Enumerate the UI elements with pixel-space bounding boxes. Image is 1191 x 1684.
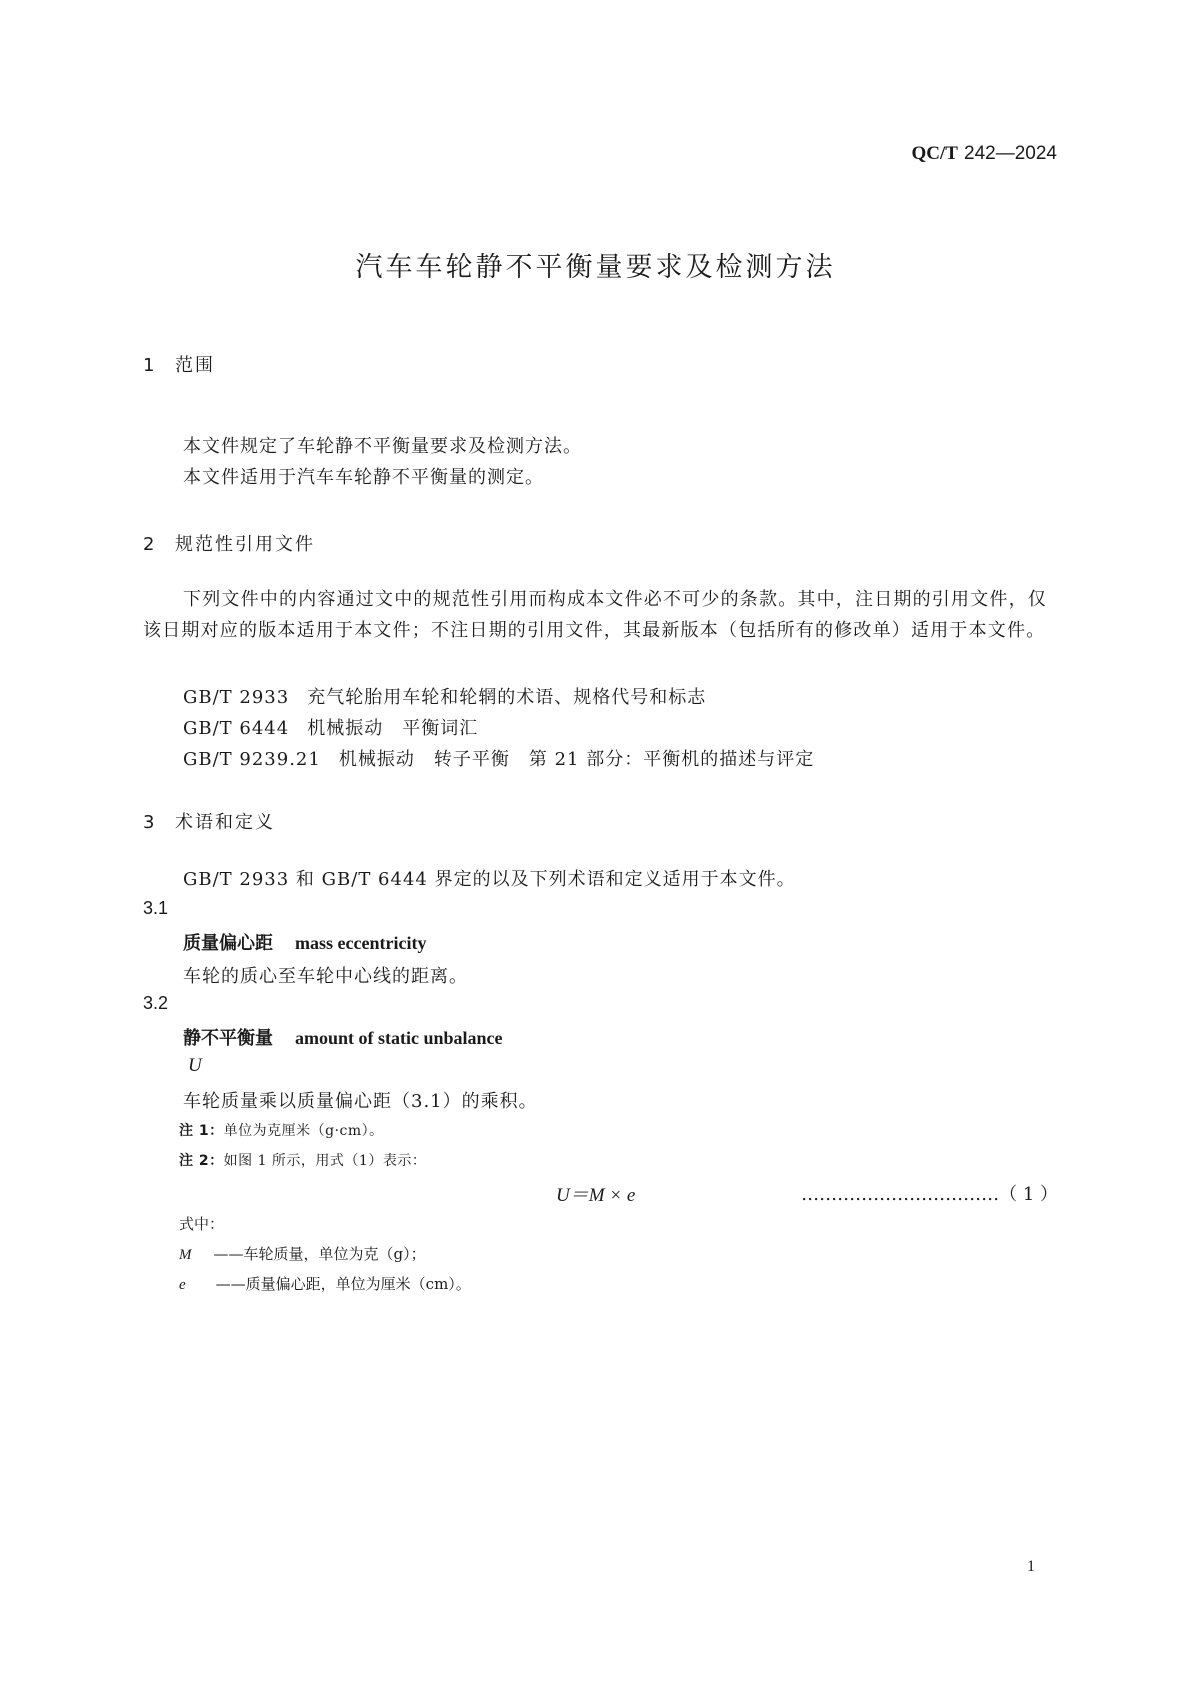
reference-row xyxy=(183,745,814,771)
note-label: 注 2： xyxy=(179,1153,224,1169)
where-label: 式中： xyxy=(179,1215,225,1233)
section-number: 3 xyxy=(143,812,157,833)
section-title: 范围 xyxy=(175,355,215,376)
formula-number: （ 1 ） xyxy=(999,1184,1058,1205)
standard-prefix: QC/T xyxy=(911,143,958,164)
section-number: 1 xyxy=(143,355,157,376)
where-desc: ——车轮质量，单位为克（g）； xyxy=(213,1245,426,1263)
document-title: 汽车车轮静不平衡量要求及检测方法 xyxy=(355,252,836,283)
term-symbol: U xyxy=(188,1055,202,1076)
term-heading xyxy=(183,1024,503,1050)
standard-number: 242—2024 xyxy=(964,143,1057,164)
note-text: 单位为克厘米（g·cm）。 xyxy=(223,1123,384,1139)
term-zh: 静不平衡量 xyxy=(183,1028,273,1049)
section-2-intro: 下列文件中的内容通过文中的规范性引用而构成本文件必不可少的条款。其中，注日期的引用文件，仅该日期对应的版本适用于本文件；不注日期的引用文件，其最新版本（包括所有的修改单）适用于本文件。 xyxy=(143,589,1047,641)
reference-code: GB/T 9239.21 xyxy=(183,749,321,770)
where-item xyxy=(179,1243,426,1264)
section-1-heading xyxy=(143,351,215,377)
where-symbol: e xyxy=(179,1277,186,1293)
term-number: 3.2 xyxy=(143,993,169,1013)
reference-title: 机械振动 平衡词汇 xyxy=(307,718,479,739)
section-title: 术语和定义 xyxy=(175,812,275,833)
where-symbol: M xyxy=(179,1247,192,1263)
section-2-heading xyxy=(143,530,315,556)
where-desc: ——质量偏心距，单位为厘米（cm）。 xyxy=(215,1275,471,1293)
term-zh: 质量偏心距 xyxy=(183,933,273,954)
term-en: amount of static unbalance xyxy=(295,1028,503,1048)
reference-title: 充气轮胎用车轮和轮辋的术语、规格代号和标志 xyxy=(307,687,707,708)
term-number: 3.1 xyxy=(143,898,169,918)
where-item xyxy=(179,1273,471,1294)
reference-code: GB/T 6444 xyxy=(183,718,290,739)
note-text: 如图 1 所示，用式（1）表示： xyxy=(223,1153,427,1169)
paragraph: 本文件规定了车轮静不平衡量要求及检测方法。 xyxy=(183,436,582,457)
paragraph: 本文件适用于汽车车轮静不平衡量的测定。 xyxy=(183,467,544,488)
page-number: 1 xyxy=(1027,1558,1035,1575)
term-heading xyxy=(183,929,426,955)
term-en: mass eccentricity xyxy=(295,933,427,953)
reference-code: GB/T 2933 xyxy=(183,687,290,708)
reference-row xyxy=(183,714,478,740)
reference-title: 机械振动 转子平衡 第 21 部分：平衡机的描述与评定 xyxy=(338,749,815,770)
standard-code xyxy=(912,142,1057,165)
term-definition: 车轮质量乘以质量偏心距（3.1）的乘积。 xyxy=(183,1091,538,1112)
note-label: 注 1： xyxy=(179,1123,224,1139)
note-1 xyxy=(179,1120,384,1140)
term-definition: 车轮的质心至车轮中心线的距离。 xyxy=(183,966,468,987)
section-number: 2 xyxy=(143,534,157,555)
section-3-intro: GB/T 2933 和 GB/T 6444 界定的以及下列术语和定义适用于本文件。 xyxy=(183,869,796,890)
formula-expression: U＝M × e xyxy=(556,1185,636,1206)
note-2 xyxy=(179,1150,426,1170)
section-title: 规范性引用文件 xyxy=(175,534,315,555)
reference-row xyxy=(183,683,706,709)
section-3-heading xyxy=(143,808,275,834)
formula-leader xyxy=(801,1180,1058,1206)
formula-dots: …………………………… xyxy=(801,1184,1000,1205)
